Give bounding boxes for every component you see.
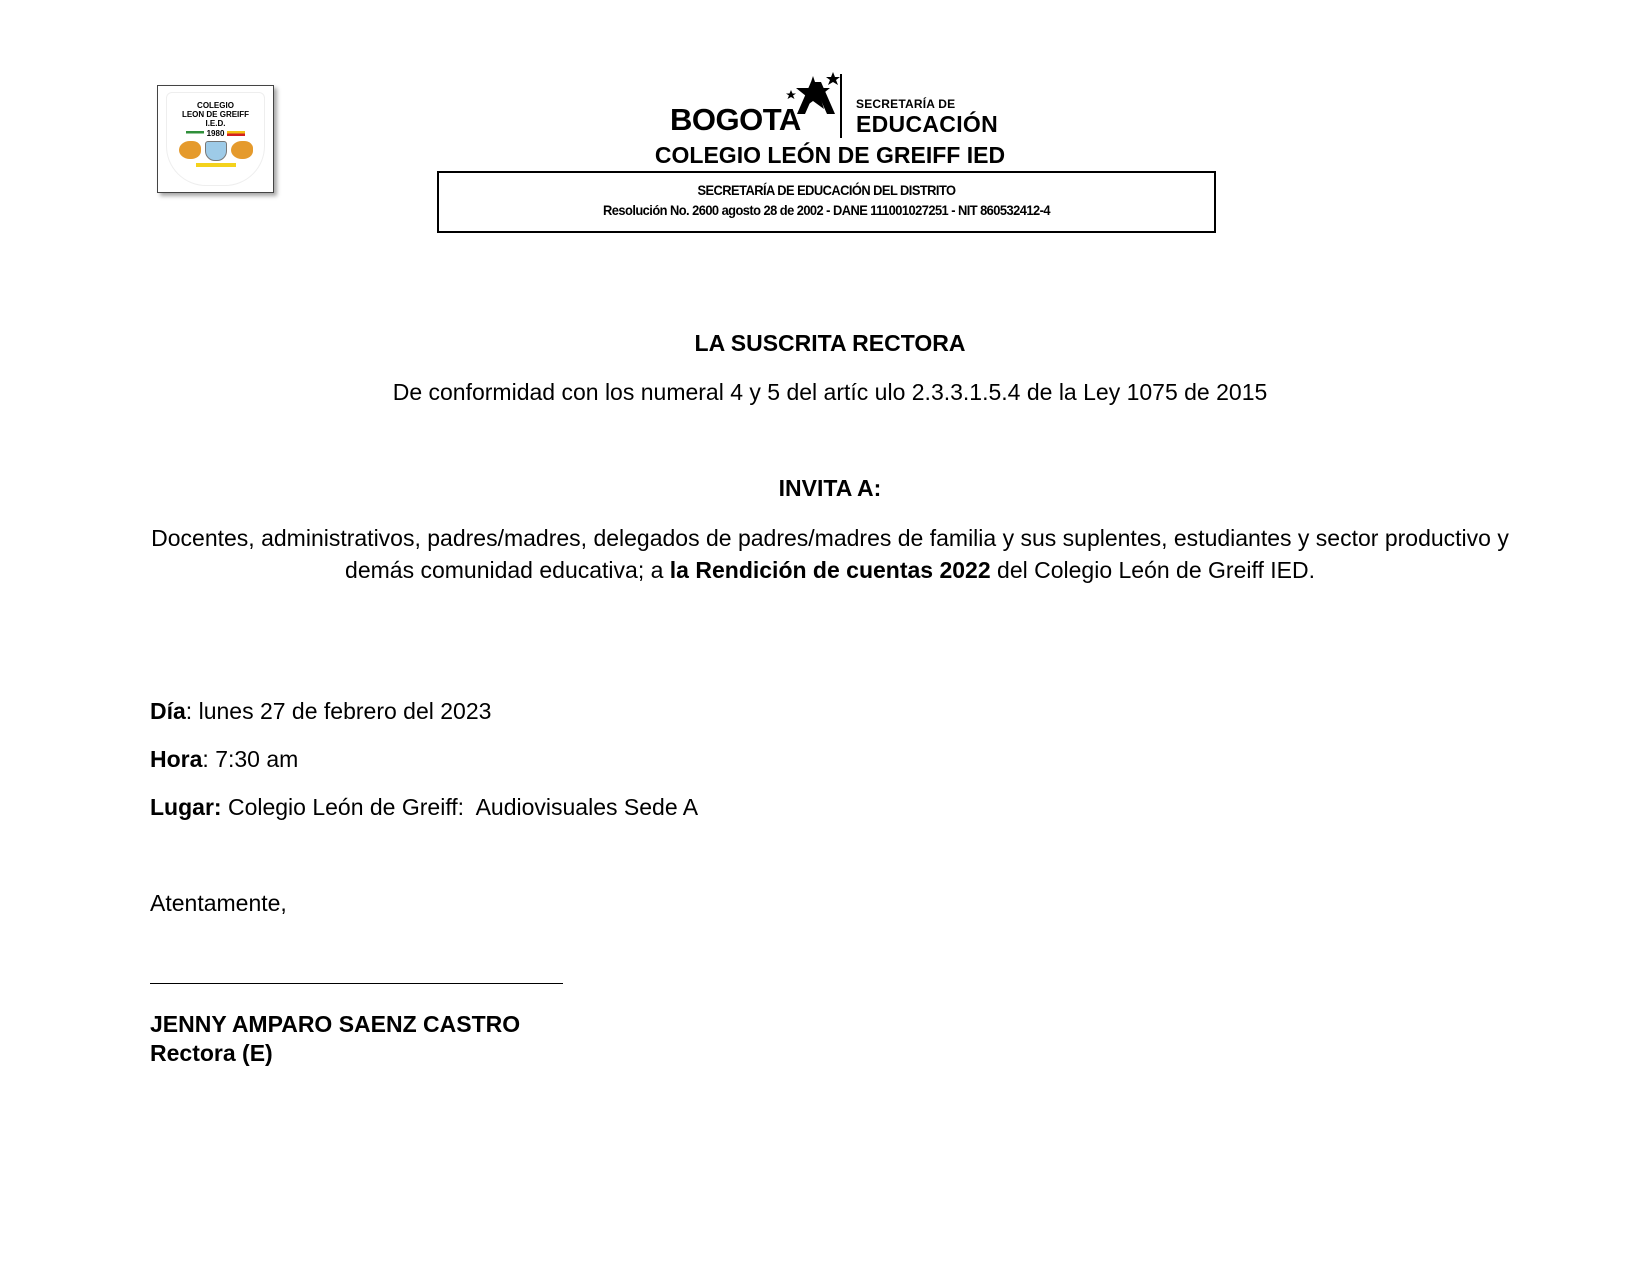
invita-heading: INVITA A: [778,475,882,501]
bogota-secretaria-logo [670,72,1000,140]
detail-label: Lugar: [150,794,222,820]
detail-time [150,746,298,773]
institution-info-box [437,171,1216,233]
crest-year: 1980 [206,129,225,138]
logo-divider [840,74,842,138]
detail-day [150,698,491,725]
school-name-heading: COLEGIO LEÓN DE GREIFF IED [654,142,1006,168]
legal-reference: De conformidad con los numeral 4 y 5 del artíc ulo 2.3.3.1.5.4 de la Ley 1075 de 2015 [392,379,1268,405]
crest-emblem [166,92,265,186]
secretaria-label: SECRETARÍA DE [856,97,956,111]
invitation-paragraph [150,522,1510,586]
detail-value: lunes 27 de febrero del 2023 [198,698,492,724]
secretaria-distrito-line: SECRETARÍA DE EDUCACIÓN DEL DISTRITO [697,182,956,198]
closing-salutation: Atentamente, [150,890,287,916]
school-crest-logo [157,85,274,193]
flag-left-icon [186,131,204,136]
detail-value: Colegio León de Greiff: Audiovisuales Sede A [227,794,699,820]
paragraph-text: Docentes, administrativos, padres/madres, delegados de padres/madres de familia y sus suplentes, estudiantes y sector productivo y demás comunidad educativa; a [151,525,1509,583]
bogota-wordmark: BOGOTA [670,102,801,137]
educacion-label: EDUCACIÓN [856,111,998,137]
detail-separator: : [202,746,216,772]
signature-line [150,983,563,984]
detail-value: 7:30 am [215,746,299,772]
detail-place [150,794,698,821]
crest-text-colegio: COLEGIO [197,101,234,110]
signatory-role: Rectora (E) [150,1040,273,1066]
document-title: LA SUSCRITA RECTORA [694,330,966,356]
detail-label: Hora [150,746,203,772]
signatory-name: JENNY AMPARO SAENZ CASTRO [150,1011,521,1037]
event-name: la Rendición de cuentas 2022 [669,557,991,583]
resolution-line: Resolución No. 2600 agosto 28 de 2002 - DANE 111001027251 - NIT 860532412-4 [603,202,1050,218]
detail-separator: : [185,698,199,724]
crest-text-ied: I.E.D. [205,119,226,128]
detail-label: Día [150,698,186,724]
crest-text-name: LEON DE GREIFF [181,110,250,119]
paragraph-text-end: del Colegio León de Greiff IED. [990,557,1315,583]
flag-right-icon [227,131,245,136]
